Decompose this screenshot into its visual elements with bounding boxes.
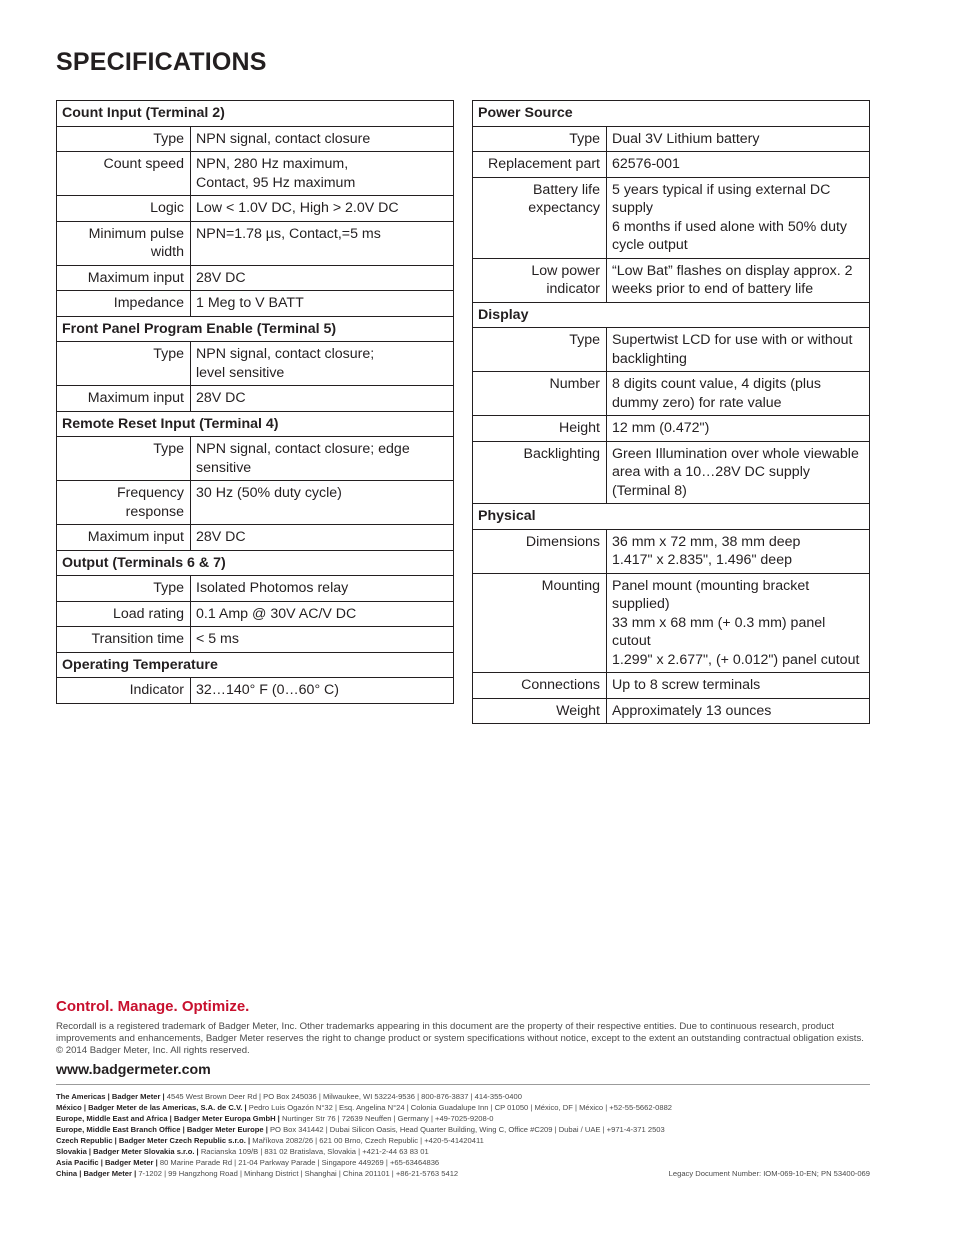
address-region: Slovakia | Badger Meter Slovakia s.r.o. | <box>56 1147 199 1156</box>
spec-label: Type <box>57 576 191 602</box>
left-spec-table <box>56 100 454 704</box>
spec-row <box>473 416 870 442</box>
address-line <box>56 1168 656 1179</box>
spec-value: NPN, 280 Hz maximum, Contact, 95 Hz maximum <box>191 152 454 196</box>
spec-row <box>473 372 870 416</box>
section-header-row <box>57 652 454 678</box>
spec-value: NPN=1.78 µs, Contact,=5 ms <box>191 221 454 265</box>
address-detail: Maříkova 2082/26 | 621 00 Brno, Czech Republic | +420-5-41420411 <box>252 1136 484 1145</box>
spec-label: Type <box>473 126 607 152</box>
page-title: SPECIFICATIONS <box>56 48 267 76</box>
spec-value: 28V DC <box>191 265 454 291</box>
spec-label: Frequency response <box>57 481 191 525</box>
section-title: Remote Reset Input (Terminal 4) <box>57 411 454 437</box>
spec-row <box>57 221 454 265</box>
spec-label: Count speed <box>57 152 191 196</box>
spec-row <box>57 196 454 222</box>
spec-row <box>57 627 454 653</box>
disclaimer-text: Recordall is a registered trademark of Badger Meter, Inc. Other trademarks appearing in this document are the property of their respective entities. Due to continuous research, product improvements and enhancements, Badger Meter reserves the right to change product or system specifications without notice, except to the extent an outstanding contractual obligation exists. © 2014 Badger Meter, Inc. All rights reserved. <box>56 1021 864 1056</box>
spec-value: Supertwist LCD for use with or without backlighting <box>607 328 870 372</box>
spec-label: Logic <box>57 196 191 222</box>
section-header-row <box>473 101 870 127</box>
spec-row <box>473 673 870 699</box>
address-line <box>56 1091 656 1102</box>
spec-value: “Low Bat” flashes on display approx. 2 weeks prior to end of battery life <box>607 258 870 302</box>
spec-value: NPN signal, contact closure; edge sensitive <box>191 437 454 481</box>
address-line <box>56 1135 656 1146</box>
spec-label: Maximum input <box>57 525 191 551</box>
address-detail: Racianska 109/B | 831 02 Bratislava, Slovakia | +421-2-44 63 83 01 <box>200 1147 429 1156</box>
spec-value: 1 Meg to V BATT <box>191 291 454 317</box>
spec-value: Green Illumination over whole viewable area with a 10…28V DC supply (Terminal 8) <box>607 441 870 504</box>
spec-row <box>57 342 454 386</box>
spec-row <box>473 258 870 302</box>
spec-row <box>473 573 870 673</box>
spec-value: Dual 3V Lithium battery <box>607 126 870 152</box>
address-region: Europe, Middle East and Africa | Badger Meter Europa GmbH | <box>56 1114 280 1123</box>
section-header-row <box>57 101 454 127</box>
spec-value: 12 mm (0.472") <box>607 416 870 442</box>
section-title: Operating Temperature <box>57 652 454 678</box>
section-title: Power Source <box>473 101 870 127</box>
footer-divider <box>56 1084 870 1085</box>
section-title: Count Input (Terminal 2) <box>57 101 454 127</box>
spec-label: Low power indicator <box>473 258 607 302</box>
spec-label: Transition time <box>57 627 191 653</box>
address-region: Asia Pacific | Badger Meter | <box>56 1158 158 1167</box>
spec-label: Replacement part <box>473 152 607 178</box>
spec-row <box>57 265 454 291</box>
spec-row <box>57 437 454 481</box>
spec-label: Height <box>473 416 607 442</box>
spec-row <box>57 291 454 317</box>
website-link[interactable]: www.badgermeter.com <box>56 1062 211 1078</box>
spec-label: Number <box>473 372 607 416</box>
spec-row <box>57 126 454 152</box>
office-address-list <box>56 1091 673 1179</box>
spec-value: NPN signal, contact closure; level sensitive <box>191 342 454 386</box>
spec-label: Battery life expectancy <box>473 177 607 258</box>
address-region: China | Badger Meter | <box>56 1169 137 1178</box>
spec-value: 30 Hz (50% duty cycle) <box>191 481 454 525</box>
spec-row <box>57 601 454 627</box>
spec-value: < 5 ms <box>191 627 454 653</box>
spec-value: 36 mm x 72 mm, 38 mm deep 1.417" x 2.835", 1.496" deep <box>607 529 870 573</box>
section-header-row <box>57 411 454 437</box>
section-header-row <box>57 316 454 342</box>
spec-value: Low < 1.0V DC, High > 2.0V DC <box>191 196 454 222</box>
spec-label: Type <box>473 328 607 372</box>
address-detail: 80 Marine Parade Rd | 21-04 Parkway Parade | Singapore 449269 | +65-63464836 <box>159 1158 440 1167</box>
address-region: Europe, Middle East Branch Office | Badger Meter Europe | <box>56 1125 268 1134</box>
spec-value: Approximately 13 ounces <box>607 698 870 724</box>
spec-label: Indicator <box>57 678 191 704</box>
address-detail: Nurtinger Str 76 | 72639 Neuffen | Germany | +49-7025-9208-0 <box>281 1114 494 1123</box>
legacy-document-number: Legacy Document Number: IOM-069-10-EN; PN 53400-069 <box>668 1169 870 1178</box>
spec-label: Maximum input <box>57 386 191 412</box>
address-line <box>56 1113 656 1124</box>
spec-label: Impedance <box>57 291 191 317</box>
spec-value: 5 years typical if using external DC supply 6 months if used alone with 50% duty cycle output <box>607 177 870 258</box>
spec-row <box>57 678 454 704</box>
spec-value: 0.1 Amp @ 30V AC/V DC <box>191 601 454 627</box>
spec-value: NPN signal, contact closure <box>191 126 454 152</box>
address-line <box>56 1157 656 1168</box>
section-title: Display <box>473 302 870 328</box>
spec-label: Connections <box>473 673 607 699</box>
spec-row <box>57 152 454 196</box>
tagline: Control. Manage. Optimize. <box>56 998 250 1015</box>
spec-row <box>473 698 870 724</box>
address-detail: PO Box 341442 | Dubai Silicon Oasis, Head Quarter Building, Wing C, Office #C209 | Dubai / UAE | +971-4-371 2503 <box>269 1125 665 1134</box>
spec-row <box>57 576 454 602</box>
spec-label: Minimum pulse width <box>57 221 191 265</box>
spec-row <box>473 529 870 573</box>
spec-label: Weight <box>473 698 607 724</box>
spec-row <box>473 152 870 178</box>
section-title: Front Panel Program Enable (Terminal 5) <box>57 316 454 342</box>
spec-label: Backlighting <box>473 441 607 504</box>
spec-label: Maximum input <box>57 265 191 291</box>
section-header-row <box>473 302 870 328</box>
right-spec-table <box>472 100 870 724</box>
section-title: Physical <box>473 504 870 530</box>
address-detail: Pedro Luis Ogazón N°32 | Esq. Angelina N°24 | Colonia Guadalupe Inn | CP 01050 | México, DF | México | +52-55-5662-0882 <box>248 1103 673 1112</box>
spec-value: Up to 8 screw terminals <box>607 673 870 699</box>
address-line <box>56 1124 665 1135</box>
spec-value: 62576-001 <box>607 152 870 178</box>
address-detail: 4545 West Brown Deer Rd | PO Box 245036 | Milwaukee, WI 53224-9536 | 800-876-3837 | 414-355-0400 <box>166 1092 522 1101</box>
spec-label: Dimensions <box>473 529 607 573</box>
spec-label: Type <box>57 437 191 481</box>
spec-row <box>473 126 870 152</box>
spec-row <box>473 177 870 258</box>
address-region: Czech Republic | Badger Meter Czech Republic s.r.o. | <box>56 1136 251 1145</box>
spec-value: Isolated Photomos relay <box>191 576 454 602</box>
address-detail: 7-1202 | 99 Hangzhong Road | Minhang District | Shanghai | China 201101 | +86-21-5763 5412 <box>138 1169 459 1178</box>
address-region: The Americas | Badger Meter | <box>56 1092 165 1101</box>
spec-row <box>57 525 454 551</box>
section-header-row <box>57 550 454 576</box>
spec-label: Load rating <box>57 601 191 627</box>
section-title: Output (Terminals 6 & 7) <box>57 550 454 576</box>
spec-row <box>473 441 870 504</box>
spec-value: 28V DC <box>191 525 454 551</box>
spec-value: 28V DC <box>191 386 454 412</box>
address-line <box>56 1146 656 1157</box>
address-region: México | Badger Meter de las Americas, S.A. de C.V. | <box>56 1103 247 1112</box>
spec-label: Type <box>57 126 191 152</box>
spec-value: 32…140° F (0…60° C) <box>191 678 454 704</box>
spec-value: Panel mount (mounting bracket supplied) 33 mm x 68 mm (+ 0.3 mm) panel cutout 1.299" x 2.677", (+ 0.012") panel cutout <box>607 573 870 673</box>
spec-row <box>57 481 454 525</box>
spec-label: Mounting <box>473 573 607 673</box>
spec-row <box>57 386 454 412</box>
address-line <box>56 1102 673 1113</box>
section-header-row <box>473 504 870 530</box>
spec-row <box>473 328 870 372</box>
spec-label: Type <box>57 342 191 386</box>
spec-value: 8 digits count value, 4 digits (plus dummy zero) for rate value <box>607 372 870 416</box>
